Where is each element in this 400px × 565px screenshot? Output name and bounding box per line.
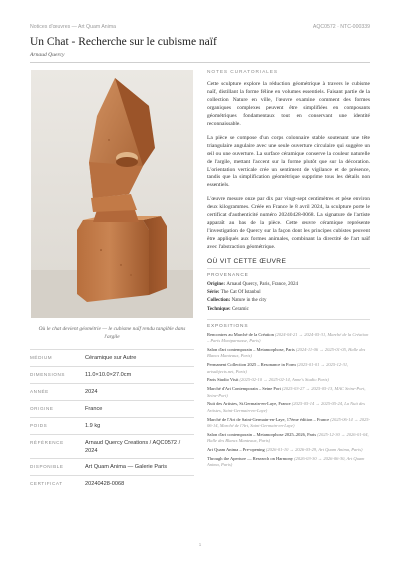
meta-row-reference [30, 434, 194, 458]
notes-label: NOTES CURATORIALES [207, 70, 278, 75]
artwork-photo [31, 70, 193, 318]
exhibition-detail: (2025-01-01 → 2025-12-31, artsubjects.net, Paris) [207, 362, 349, 374]
exhibition-detail: (2025-02-10 → 2025-02-14, Anne's Studio Paris) [239, 377, 329, 383]
exhibition-detail: (2025-05-14 → 2025-05-24, La Nuit des Artistes, Saint-Germain-en-Laye) [207, 401, 365, 413]
exhibition-item[interactable] [207, 456, 370, 469]
provenance-value: Ceramic [231, 306, 249, 312]
description-column [207, 70, 370, 471]
exhibition-name: Permanent Collection 2025 – Resonance in Form [207, 362, 296, 368]
header-divider [30, 62, 370, 63]
meta-row-available [30, 458, 194, 475]
exhibition-name: Paris Studio Visit [207, 377, 239, 383]
provenance-key: Série [207, 290, 218, 296]
provenance-row: Origine: Arnaud Quercy, Paris, France, 2024 [207, 282, 299, 288]
metadata-table [30, 349, 194, 492]
exhibitions-list [207, 332, 370, 469]
meta-row-weight [30, 417, 194, 434]
exhibition-item[interactable] [207, 377, 370, 383]
where-title: OÙ VIT CETTE ŒUVRE [207, 258, 287, 266]
meta-key: RÉFÉRENCE [30, 440, 64, 445]
photo-caption: Où le chat devient géométrie — le cubisme naïf rendu tangible dans l'argile [38, 326, 186, 340]
page-title: Un Chat - Recherche sur le cubisme naïf [30, 36, 217, 48]
provenance-key: Collection [207, 298, 229, 304]
exhibition-name: Nuit des Artistes, St.Germain-en-Laye, France [207, 401, 291, 407]
provenance-key: Origine [207, 282, 224, 288]
exhibition-detail: (2026-01-10 → 2026-03-29, Art Quam Anima, Paris) [265, 447, 363, 453]
meta-key: DISPONIBLE [30, 464, 64, 469]
meta-row-medium [30, 349, 194, 366]
exhibition-name: Marché de l'Art de Saint-Germain-en-Laye, 17ème édition – France [207, 416, 330, 422]
provenance-row: Série: The Cat Of Istanbul [207, 290, 261, 296]
notes-paragraph: L'œuvre mesure onze par dix par vingt-sept centimètres et pèse environ deux kilogrammes. Créée en France le 8 avril 2024, la sculpture porte le certificat d'authenticité numéro 20240428-0068. La signature de l'artiste apparaît au bas de la pièce. Cette œuvre céramique représente l'investigation de Quercy sur la façon dont les principes cubistes peuvent être appliqués aux formes animales, combinant la directité de l'art naïf avec l'abstraction géométrique. [207, 196, 370, 251]
meta-key: CERTIFICAT [30, 481, 63, 486]
meta-key: DIMENSIONS [30, 372, 66, 377]
notes-paragraph: Cette sculpture explore la réduction géométrique à travers le cubisme naïf, distillant la forme féline en volumes essentiels. Faisant partie de la collection Nature en ville, l'œuvre examine comment des formes organiques complexes peuvent être simplifiées en composants géométriques fondamentaux tout en conservant une identité reconnaissable. [207, 81, 370, 127]
meta-row-origin [30, 400, 194, 417]
exhibition-item[interactable] [207, 332, 370, 345]
meta-value: France [85, 406, 103, 412]
exhibition-detail: (2025-03-27 → 2025-05-13, MAC Seine-Port, Seine-Port) [207, 386, 366, 398]
provenance-value: The Cat Of Istanbul [220, 290, 261, 296]
exhibition-item[interactable] [207, 362, 370, 375]
meta-key: ANNÉE [30, 389, 49, 394]
exhibition-name: Salon d'art contemporain – Metamorphose 2025–2026, Paris [207, 431, 317, 437]
exhibition-detail: (2026-03-30 → 2026-06-30, Art Quam Anima, Paris) [207, 455, 365, 468]
meta-row-year [30, 383, 194, 400]
expositions-label: EXPOSITIONS [207, 319, 370, 329]
header-bar [30, 24, 370, 34]
breadcrumb[interactable]: Notices d'œuvres — Art Quam Anima [30, 24, 117, 30]
provenance-row: Technique: Ceramic [207, 306, 249, 312]
meta-row-dimensions [30, 366, 194, 383]
provenance-row: Collection: Nature in the city [207, 298, 267, 304]
exhibition-detail: (2024-11-06 → 2025-01-05, Halle des Blancs Manteaux, Paris) [207, 347, 366, 359]
exhibition-name: Marché d'Art Contemporain – Seine Port [207, 386, 281, 392]
exhibition-detail: (2025-06-14 → 2025-06-14, Marché de l'Art, Saint-Germain-en-Laye) [207, 416, 371, 429]
meta-key: ORIGINE [30, 406, 54, 411]
exhibition-item[interactable] [207, 386, 370, 399]
exhibition-name: Through the Aperture — Research on Harmony [207, 455, 293, 461]
meta-key: POIDS [30, 423, 48, 428]
exhibition-item[interactable] [207, 401, 370, 414]
meta-value: Céramique sur Autre [85, 355, 137, 361]
provenance-value: Nature in the city [231, 298, 267, 304]
exhibition-name: Art Quam Anima – Pre-opening [207, 447, 265, 453]
meta-row-certificate [30, 475, 194, 492]
author-name: Arnaud Quercy [30, 52, 65, 58]
provenance-key: Technique [207, 306, 230, 312]
page-number: 1 [198, 542, 202, 547]
meta-value: 11.0×10.0×27.0cm [85, 372, 132, 378]
reference-code: AQC0572 · NTC-000339 [312, 24, 370, 30]
meta-value: Art Quam Anima — Galerie Paris [85, 464, 168, 470]
meta-key: MÉDIUM [30, 355, 53, 360]
meta-value: 1.9 kg [85, 423, 101, 429]
notes-paragraph: La pièce se compose d'un corps colonnaire stable soutenant une tête triangulaire angulaire avec une seule ouverture circulaire qui suggère un œil ou une ouverture. La surface céramique conserve la couleur naturelle de l'argile, mettant l'accent sur la forme plutôt que sur la décoration. L'orientation verticale crée un sentiment de vigilance et de présence, tandis que la simplification géométrique supprime tous les détails non essentiels. [207, 134, 370, 189]
meta-value: 2024 [85, 389, 98, 395]
provenance-value: Arnaud Quercy, Paris, France, 2024 [226, 282, 299, 288]
exhibition-detail: (2025-12-30 → 2026-01-04, Halle des Blancs Manteaux, Paris) [207, 431, 369, 444]
exhibition-item[interactable] [207, 417, 370, 430]
exhibition-item[interactable] [207, 432, 370, 445]
meta-value: Arnaud Quercy Creations / AQC0572 / 2024 [85, 440, 181, 454]
provenance-label: PROVENANCE [207, 268, 370, 278]
exhibition-item[interactable] [207, 447, 370, 453]
meta-value: 20240428-0068 [85, 481, 125, 487]
exhibition-detail: (2024-04-21 → 2024-05-31, Marché de la Création – Paris Montparnasse, Paris) [207, 331, 369, 344]
exhibition-name: Salon d'art contemporain – Metamorphose, Paris [207, 347, 295, 353]
exhibition-name: Rencontres au Marché de la Création [207, 331, 274, 337]
exhibition-item[interactable] [207, 347, 370, 360]
